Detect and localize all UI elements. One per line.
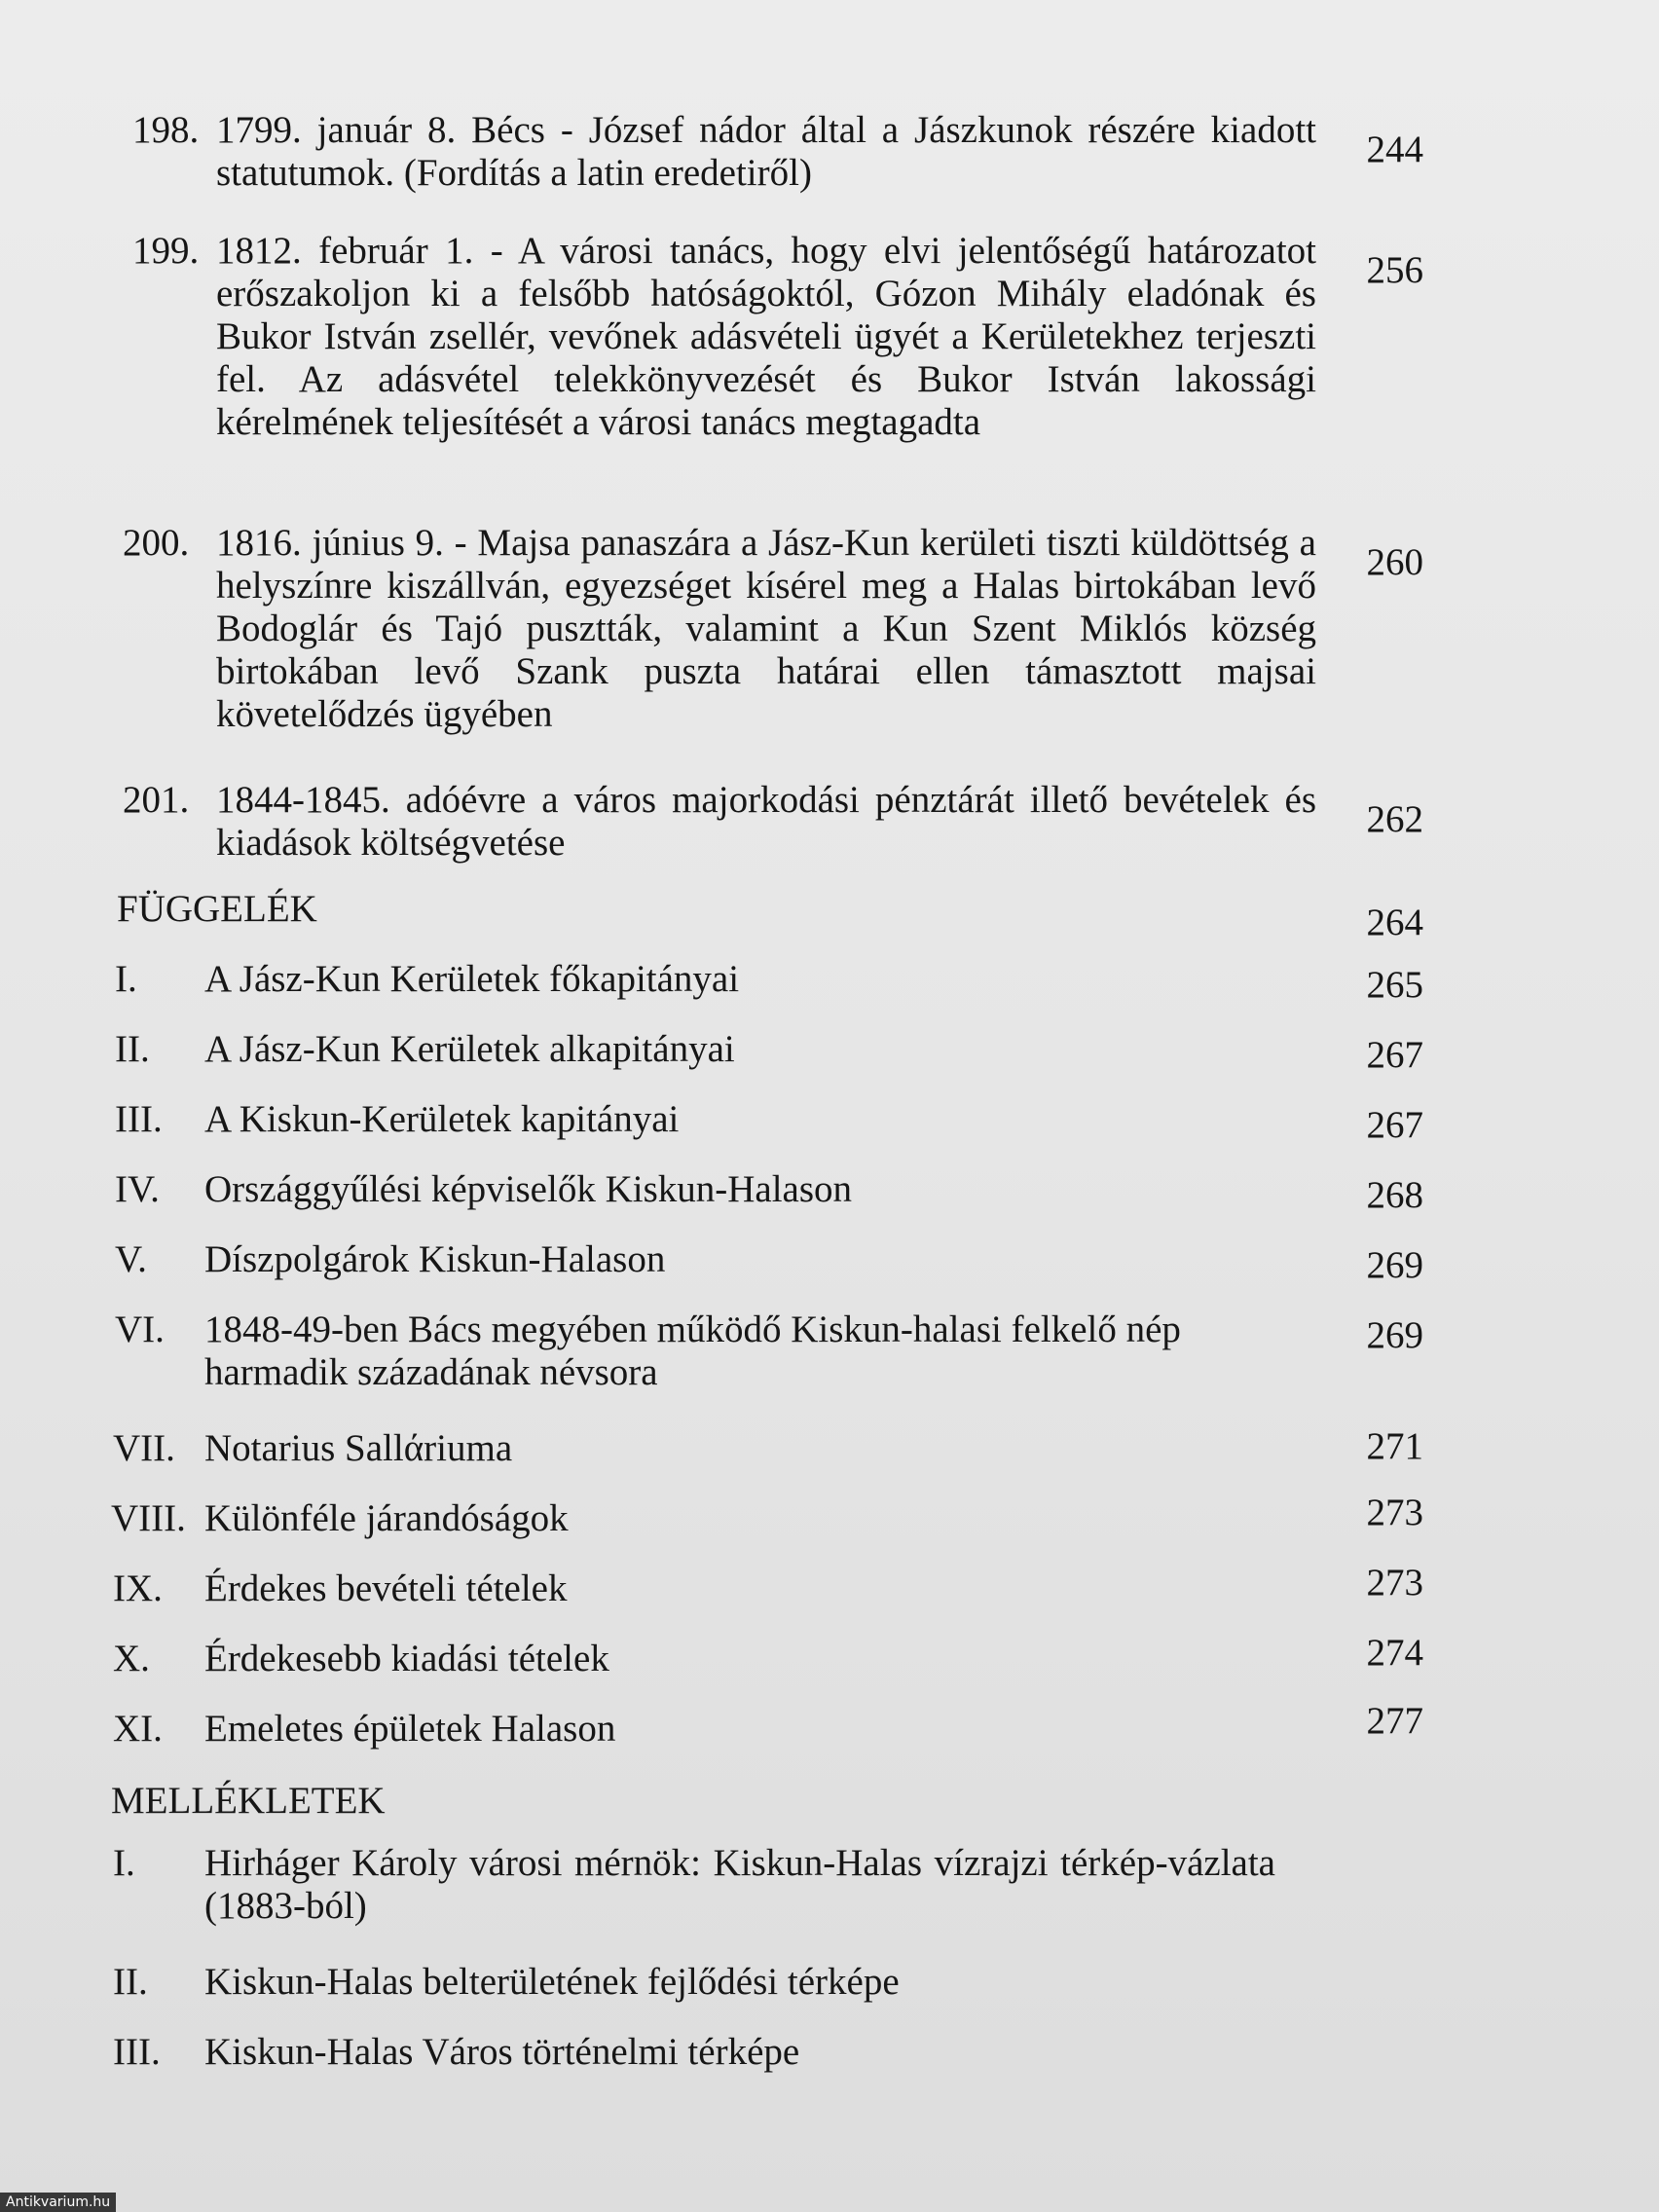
- item-number: VIII.: [111, 1497, 186, 1539]
- appendix-item-v: [109, 1238, 1453, 1309]
- appendix-item-i: [109, 958, 1453, 1028]
- entry-number: 201.: [123, 779, 190, 821]
- item-text: Kiskun-Halas belterületének fejlődési térképe: [204, 1961, 900, 2003]
- item-text: Országgyűlési képviselők Kiskun-Halason: [204, 1168, 853, 1210]
- item-number: I.: [115, 958, 137, 1000]
- item-page: 273: [1366, 1562, 1423, 1604]
- item-page: 269: [1366, 1244, 1423, 1286]
- item-page: 273: [1366, 1492, 1423, 1533]
- attachment-item-ii: [109, 1961, 1453, 2031]
- table-of-contents: [109, 109, 1453, 2101]
- item-text: Emeletes épületek Halason: [204, 1708, 616, 1750]
- item-text: Díszpolgárok Kiskun-Halason: [204, 1238, 666, 1280]
- item-text: Notarius Sallάriuma: [204, 1427, 513, 1469]
- fuggelek-heading: [109, 888, 1453, 958]
- item-number: II.: [113, 1961, 148, 2003]
- item-text: Kiskun-Halas Város történelmi térképe: [204, 2031, 800, 2073]
- item-number: VI.: [115, 1309, 165, 1350]
- entry-page: 244: [1366, 129, 1423, 170]
- appendix-item-xi: [109, 1700, 1453, 1780]
- item-number: III.: [115, 1098, 163, 1140]
- appendix-item-ii: [109, 1028, 1453, 1098]
- appendix-item-vi: [109, 1309, 1453, 1427]
- item-page: 268: [1366, 1174, 1423, 1216]
- entry-page: 262: [1366, 798, 1423, 840]
- toc-entry-199: [109, 230, 1453, 522]
- attachment-item-i: [109, 1842, 1453, 1961]
- entry-number: 198.: [132, 109, 200, 151]
- appendix-item-iv: [109, 1168, 1453, 1238]
- appendix-item-vii: [109, 1427, 1453, 1497]
- item-page: 267: [1366, 1104, 1423, 1146]
- entry-text: 1799. január 8. Bécs - József nádor által a Jászkunok részére kiadott statutumok. (Fordítás a latin eredetiről): [216, 109, 1316, 194]
- item-text: Hirháger Károly városi mérnök: Kiskun-Halas vízrajzi térkép-vázlata (1883-ból): [204, 1842, 1313, 1927]
- toc-entry-200: [109, 522, 1453, 779]
- item-number: III.: [113, 2031, 161, 2073]
- item-number: VII.: [113, 1427, 175, 1469]
- appendix-item-ix: [109, 1562, 1453, 1638]
- section-title: MELLÉKLETEK: [111, 1780, 386, 1822]
- section-title: FÜGGELÉK: [117, 888, 317, 930]
- item-text: Különféle járandóságok: [204, 1497, 569, 1539]
- item-text: A Kiskun-Kerületek kapitányai: [204, 1098, 680, 1140]
- watermark: Antikvarium.hu: [0, 2193, 116, 2212]
- appendix-item-viii: [109, 1492, 1453, 1567]
- item-text: Érdekesebb kiadási tételek: [204, 1638, 609, 1679]
- item-number: I.: [113, 1842, 135, 1884]
- entry-page: 260: [1366, 541, 1423, 583]
- item-number: II.: [115, 1028, 150, 1070]
- entry-text: 1812. február 1. - A városi tanács, hogy elvi jelentőségű határozatot erőszakoljon ki a felsőbb hatóságoktól, Gózon Mihály eladónak és Bukor István zsellér, vevőnek adásvételi ügyét a Kerületekhez terjeszti fel. Az adásvétel telekkönyvezését és Bukor István lakossági kérelmének teljesítését a városi tanács megtagadta: [216, 230, 1316, 443]
- item-number: V.: [115, 1238, 147, 1280]
- item-page: 271: [1366, 1425, 1423, 1467]
- appendix-item-iii: [109, 1098, 1453, 1168]
- mellekletek-heading: [109, 1780, 1453, 1842]
- entry-text: 1816. június 9. - Majsa panaszára a Jász-Kun kerületi tiszti küldöttség a helyszínre kiszállván, egyezséget kísérel meg a Halas birtokában levő Bodoglár és Tajó pusztták, valamint a Kun Szent Miklós község birtokában levő Szank puszta határai ellen támasztott majsai követelődzés ügyében: [216, 522, 1316, 735]
- item-number: XI.: [113, 1708, 163, 1750]
- appendix-item-x: [109, 1632, 1453, 1708]
- item-number: X.: [113, 1638, 150, 1679]
- item-page: 274: [1366, 1632, 1423, 1674]
- item-number: IX.: [113, 1567, 163, 1609]
- item-number: IV.: [115, 1168, 160, 1210]
- item-page: 265: [1366, 964, 1423, 1006]
- item-text: A Jász-Kun Kerületek alkapitányai: [204, 1028, 735, 1070]
- item-text: A Jász-Kun Kerületek főkapitányai: [204, 958, 740, 1000]
- item-page: 267: [1366, 1034, 1423, 1076]
- attachment-item-iii: [109, 2031, 1453, 2101]
- item-text: Érdekes bevételi tételek: [204, 1567, 568, 1609]
- entry-number: 200.: [123, 522, 190, 564]
- entry-number: 199.: [132, 230, 200, 272]
- entry-text: 1844-1845. adóévre a város majorkodási pénztárát illető bevételek és kiadások költségvetése: [216, 779, 1316, 864]
- toc-entry-201: [109, 779, 1453, 888]
- entry-page: 256: [1366, 249, 1423, 291]
- section-page: 264: [1366, 902, 1423, 943]
- toc-entry-198: [109, 109, 1453, 230]
- item-page: 269: [1366, 1314, 1423, 1356]
- item-text: 1848-49-ben Bács megyében működő Kiskun-halasi felkelő nép harmadik századának névsora: [204, 1309, 1181, 1393]
- item-page: 277: [1366, 1700, 1423, 1742]
